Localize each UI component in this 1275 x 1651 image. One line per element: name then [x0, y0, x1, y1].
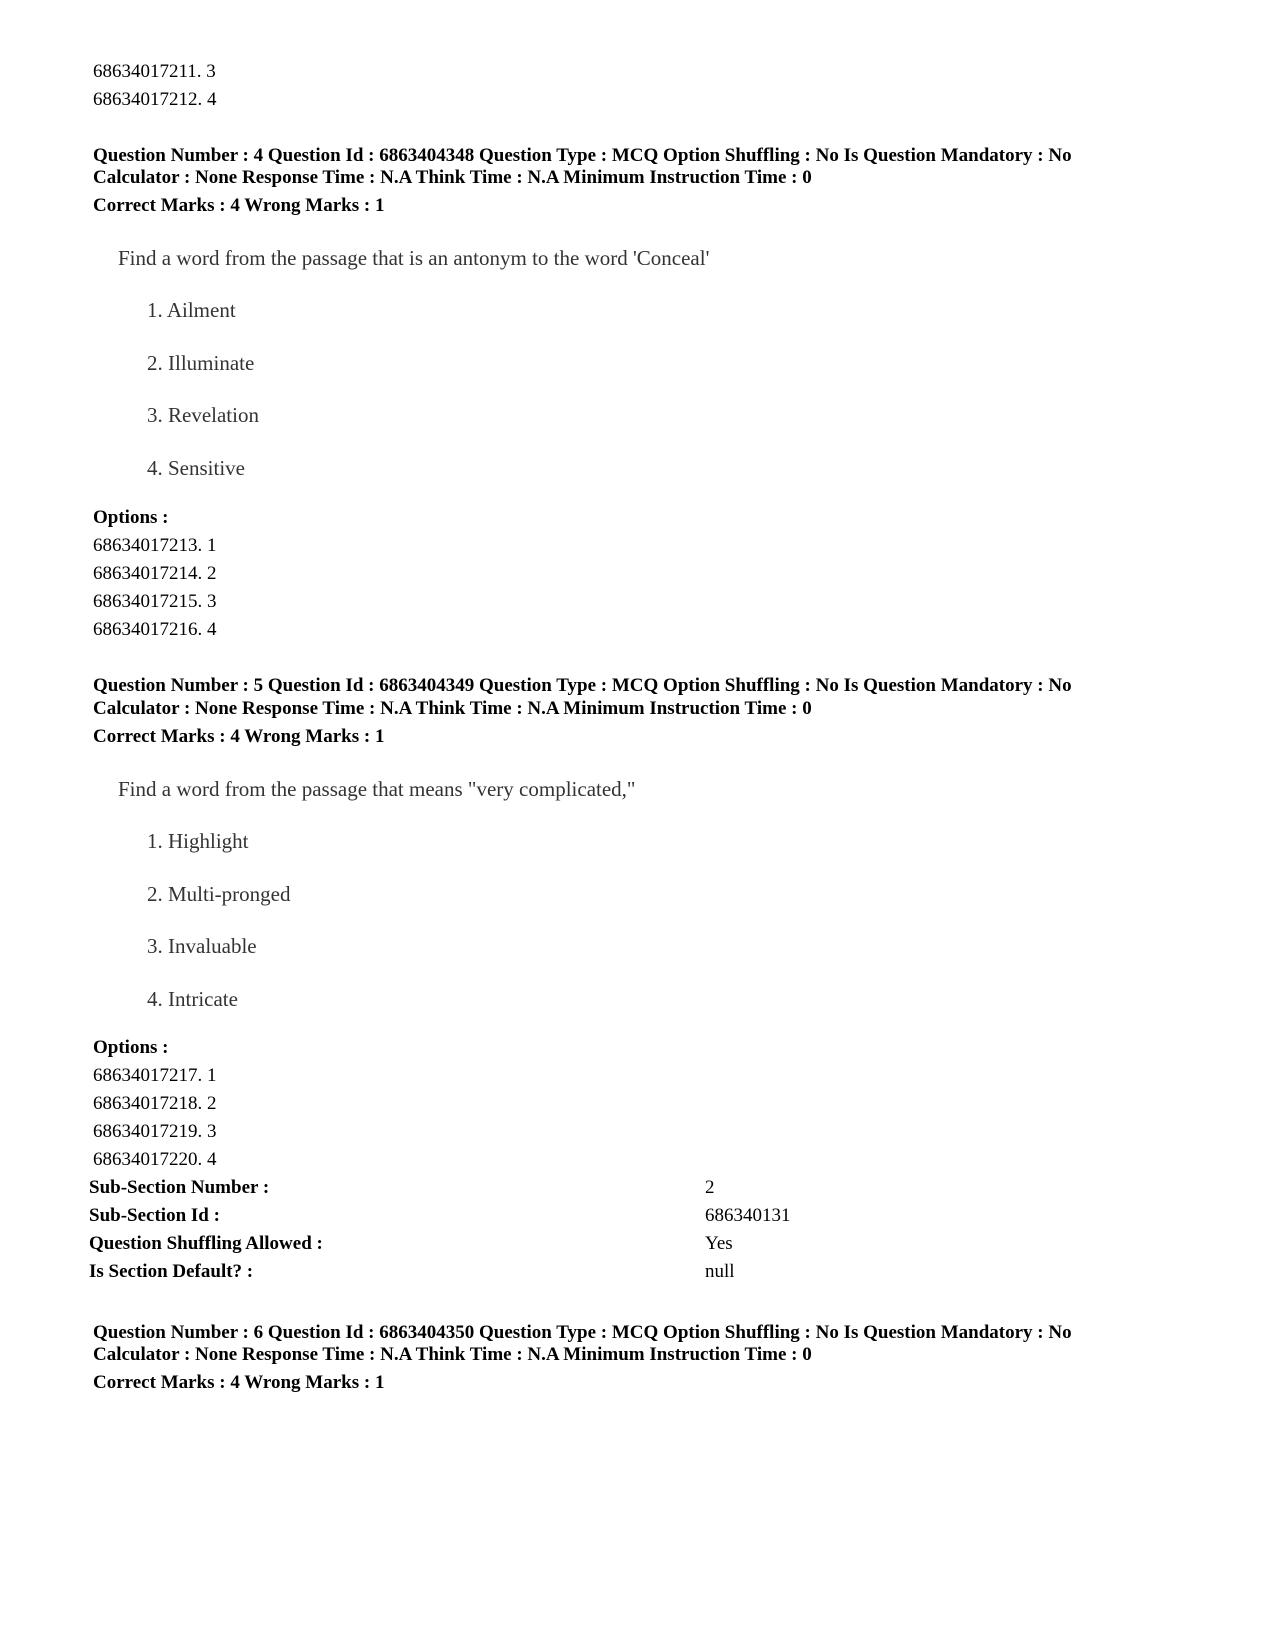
q5-choice-4: 4. Intricate	[147, 987, 238, 1011]
q6-header-line2: Calculator : None Response Time : N.A Think Time : N.A Minimum Instruction Time : 0	[93, 1344, 812, 1365]
subsection-number-label: Sub-Section Number :	[89, 1177, 270, 1198]
q4-option-3: 68634017215. 3	[93, 591, 217, 612]
subsection-number-value: 2	[705, 1177, 715, 1198]
q4-choice-1: 1. Ailment	[147, 298, 236, 322]
subsection-id-value: 686340131	[705, 1205, 791, 1226]
q5-option-2: 68634017218. 2	[93, 1093, 217, 1114]
q5-choice-2: 2. Multi-pronged	[147, 882, 291, 906]
q4-choice-2: 2. Illuminate	[147, 351, 255, 375]
q4-option-1: 68634017213. 1	[93, 535, 217, 556]
q4-header-line2: Calculator : None Response Time : N.A Think Time : N.A Minimum Instruction Time : 0	[93, 167, 812, 188]
q5-options-label: Options :	[93, 1037, 169, 1058]
q4-choice-3: 3. Revelation	[147, 403, 259, 427]
question-shuffling-value: Yes	[705, 1233, 733, 1254]
q5-header-line1: Question Number : 5 Question Id : 6863404349 Question Type : MCQ Option Shuffling : No Is Question Mandatory : No	[93, 675, 1072, 696]
q4-option-2: 68634017214. 2	[93, 563, 217, 584]
q4-options-label: Options :	[93, 507, 169, 528]
q6-marks: Correct Marks : 4 Wrong Marks : 1	[93, 1372, 385, 1393]
q5-choice-1: 1. Highlight	[147, 829, 249, 853]
q5-header-line2: Calculator : None Response Time : N.A Think Time : N.A Minimum Instruction Time : 0	[93, 698, 812, 719]
q5-question-text: Find a word from the passage that means "very complicated,"	[118, 777, 636, 801]
q4-question-text: Find a word from the passage that is an antonym to the word 'Conceal'	[118, 246, 710, 270]
section-default-label: Is Section Default? :	[89, 1261, 254, 1282]
q4-header-line1: Question Number : 4 Question Id : 6863404348 Question Type : MCQ Option Shuffling : No Is Question Mandatory : No	[93, 145, 1072, 166]
option-line: 68634017211. 3	[93, 61, 216, 82]
q5-option-3: 68634017219. 3	[93, 1121, 217, 1142]
q5-option-1: 68634017217. 1	[93, 1065, 217, 1086]
q5-choice-3: 3. Invaluable	[147, 934, 257, 958]
q4-choice-4: 4. Sensitive	[147, 456, 245, 480]
q6-header-line1: Question Number : 6 Question Id : 6863404350 Question Type : MCQ Option Shuffling : No Is Question Mandatory : No	[93, 1322, 1072, 1343]
question-shuffling-label: Question Shuffling Allowed :	[89, 1233, 323, 1254]
option-line: 68634017212. 4	[93, 89, 217, 110]
q4-option-4: 68634017216. 4	[93, 619, 217, 640]
q5-marks: Correct Marks : 4 Wrong Marks : 1	[93, 726, 385, 747]
q5-option-4: 68634017220. 4	[93, 1149, 217, 1170]
q4-marks: Correct Marks : 4 Wrong Marks : 1	[93, 195, 385, 216]
section-default-value: null	[705, 1261, 735, 1282]
subsection-id-label: Sub-Section Id :	[89, 1205, 220, 1226]
